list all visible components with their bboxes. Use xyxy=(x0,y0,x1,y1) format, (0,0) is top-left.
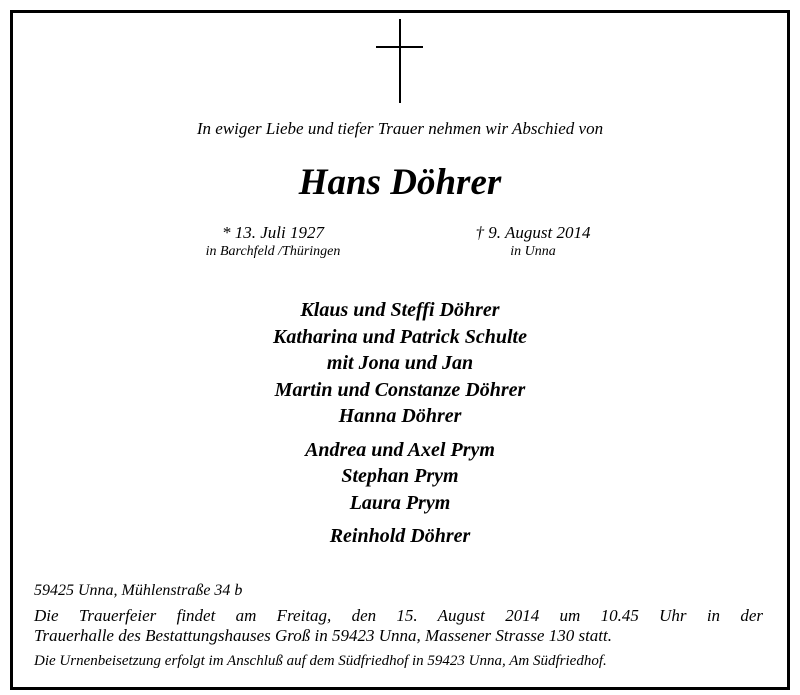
death-place: in Unna xyxy=(510,244,556,259)
mourner-line: Martin und Constanze Döhrer xyxy=(274,378,526,401)
mourner-line: Laura Prym xyxy=(349,491,451,514)
birth-date: * 13. Juli 1927 xyxy=(222,223,324,242)
death-date: † 9. August 2014 xyxy=(475,223,591,242)
cross-horizontal-bar xyxy=(376,46,423,48)
birth-info xyxy=(153,223,393,261)
mourner-line: mit Jona und Jan xyxy=(326,352,474,374)
ceremony-line-1: Die Trauerfeier findet am Freitag, den 15. August 2014 um 10.45 Uhr in der xyxy=(34,606,763,625)
mourner-group-gap xyxy=(13,430,787,437)
mourner-line: Stephan Prym xyxy=(341,465,459,487)
mourner-line: Andrea und Axel Prym xyxy=(305,438,495,461)
intro-text: In ewiger Liebe und tiefer Trauer nehmen wir Abschied von xyxy=(196,119,604,138)
mourners-list xyxy=(13,297,787,550)
birth-place: in Barchfeld /Thüringen xyxy=(205,244,341,259)
mourner-line: Hanna Döhrer xyxy=(338,405,462,427)
obituary-frame xyxy=(10,10,790,690)
mourner-line: Klaus und Steffi Döhrer xyxy=(300,299,500,321)
mourner-line: Katharina und Patrick Schulte xyxy=(273,325,527,348)
ceremony-info xyxy=(34,606,763,646)
urn-burial-info: Die Urnenbeisetzung erfolgt im Anschluß auf dem Südfriedhof in 59423 Unna, Am Südfriedhof. xyxy=(34,653,607,669)
death-info xyxy=(423,223,643,261)
cross-vertical-bar xyxy=(399,19,401,103)
mourner-line: Reinhold Döhrer xyxy=(329,525,471,547)
mourner-group-gap xyxy=(13,516,787,523)
deceased-name: Hans Döhrer xyxy=(298,162,502,203)
ceremony-line-2: Trauerhalle des Bestattungshauses Groß in 59423 Unna, Massener Strasse 130 statt. xyxy=(34,626,613,645)
family-address: 59425 Unna, Mühlenstraße 34 b xyxy=(34,582,243,599)
